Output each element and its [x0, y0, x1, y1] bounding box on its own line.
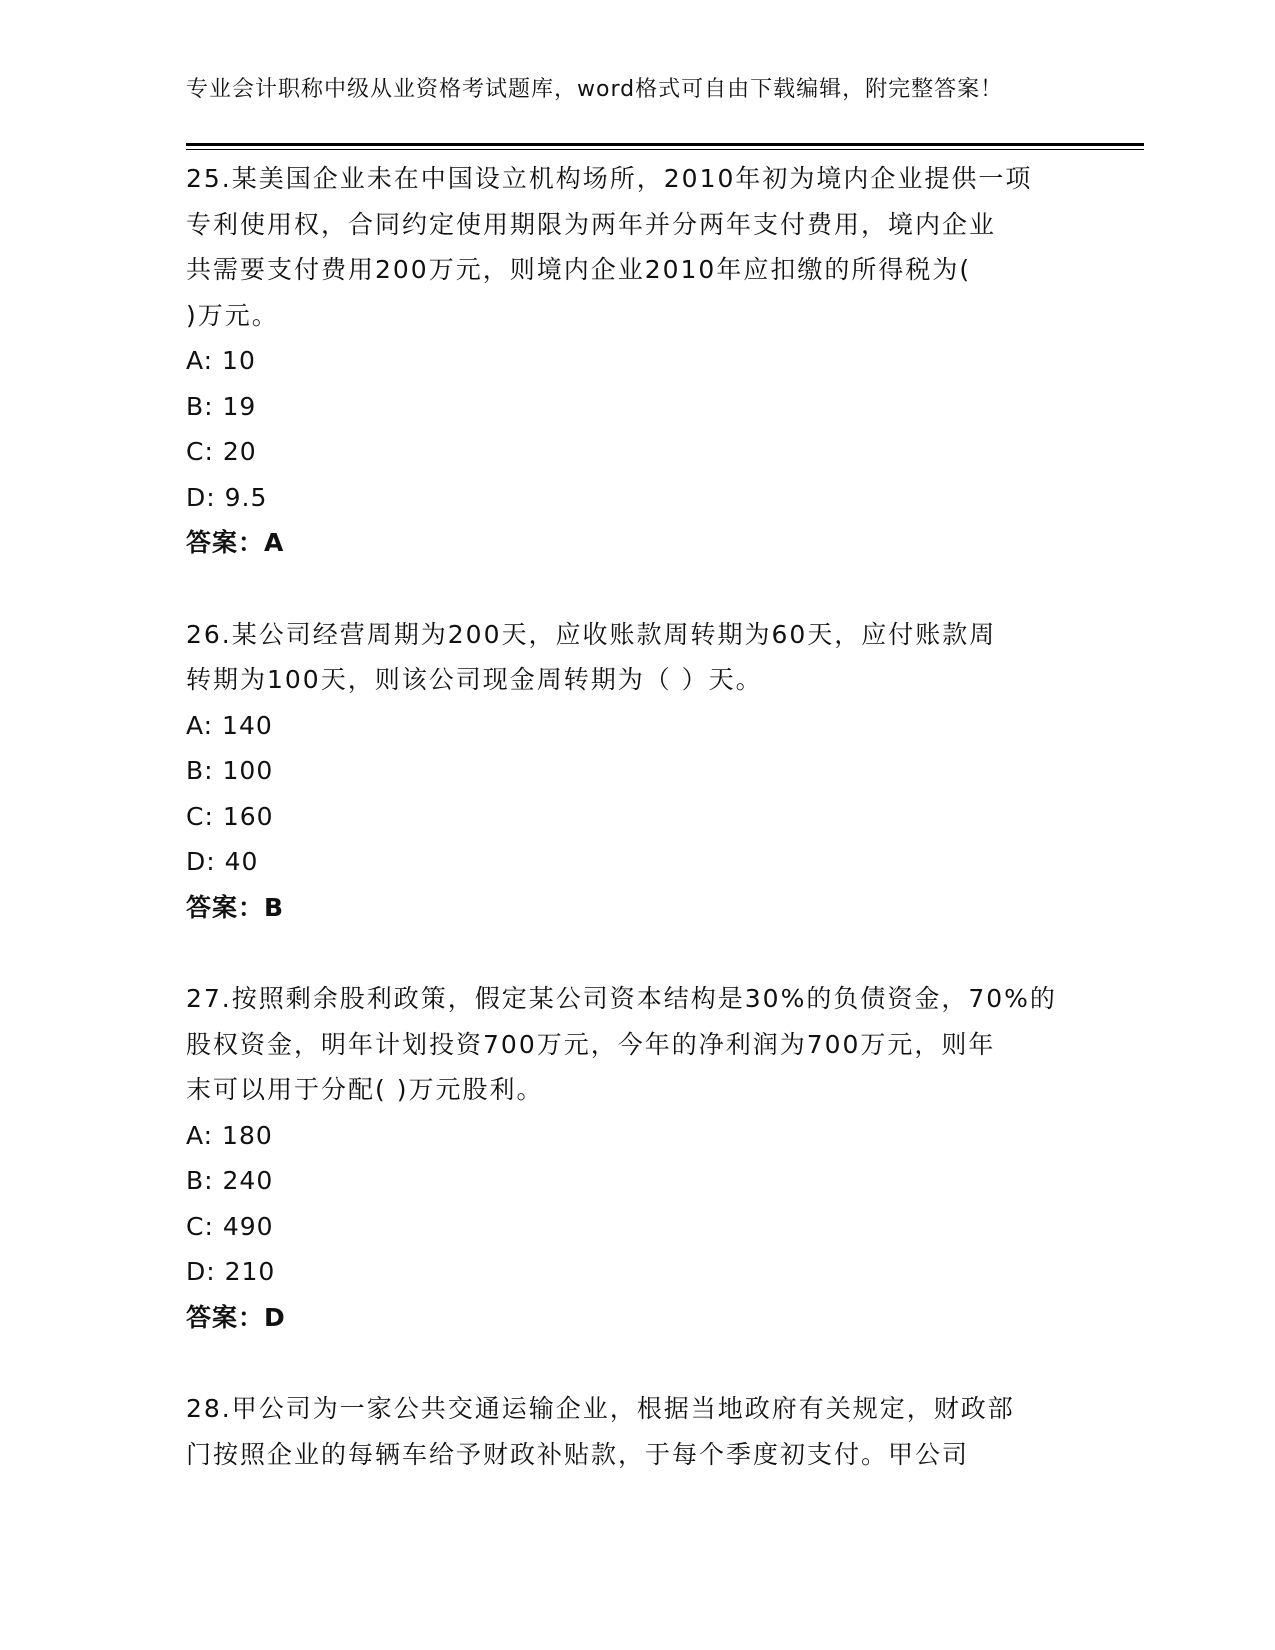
question-spacer: [186, 1340, 1086, 1386]
option-c: C: 160: [186, 801, 274, 831]
answer-line: 答案：B: [186, 892, 285, 922]
option-c: C: 20: [186, 437, 257, 466]
header-rule-thin: [186, 149, 1144, 150]
option-b: B: 240: [186, 1166, 274, 1195]
question-27: [186, 976, 1086, 1340]
option-a: A: 140: [186, 710, 273, 740]
option-d: D: 9.5: [186, 482, 268, 512]
answer-line: 答案：D: [186, 1302, 286, 1332]
option-b: B: 100: [186, 756, 274, 785]
option-d: D: 210: [186, 1257, 276, 1286]
question-28: [186, 1386, 1086, 1477]
answer-line: 答案：A: [186, 528, 285, 557]
question-text: 27.按照剩余股利政策，假定某公司资本结构是30%的负债资金，70%的 股权资金，明年计划投资700万元，今年的净利润为700万元，则年 末可以用于分配( )万元股利。: [186, 984, 1057, 1104]
question-text: 25.某美国企业未在中国设立机构场所，2010年初为境内企业提供一项 专利使用权，合同约定使用期限为两年并分两年支付费用，境内企业 共需要支付费用200万元，则境内企业2010年应扣缴的所得税为( )万元。: [186, 164, 1033, 330]
option-c: C: 490: [186, 1211, 274, 1241]
question-26: [186, 612, 1086, 931]
question-25: [186, 156, 1086, 566]
question-text: 28.甲公司为一家公共交通运输企业，根据当地政府有关规定，财政部 门按照企业的每辆车给予财政补贴款，于每个季度初支付。甲公司: [186, 1394, 1015, 1469]
option-a: A: 10: [186, 346, 256, 375]
question-spacer: [186, 566, 1086, 612]
question-text: 26.某公司经营周期为200天，应收账款周转期为60天，应付账款周 转期为100天，则该公司现金周转期为（ ）天。: [186, 619, 997, 694]
header-rule-thick: [186, 143, 1144, 146]
page-header: 专业会计职称中级从业资格考试题库，word格式可自由下载编辑，附完整答案！: [186, 77, 1004, 102]
option-a: A: 180: [186, 1120, 273, 1150]
question-list: [186, 156, 1086, 1477]
option-d: D: 40: [186, 847, 259, 876]
question-spacer: [186, 930, 1086, 976]
option-b: B: 19: [186, 391, 257, 421]
